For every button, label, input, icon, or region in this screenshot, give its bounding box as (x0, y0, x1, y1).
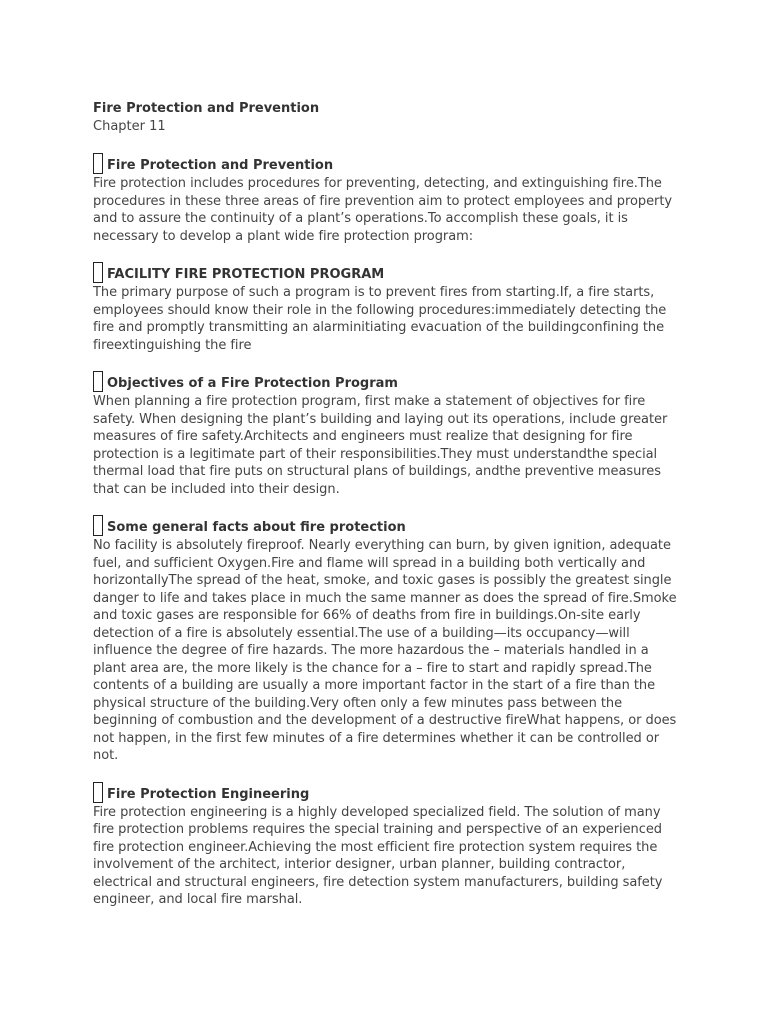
section-heading-text: Objectives of a Fire Protection Program (107, 376, 398, 391)
section-heading-text: Fire Protection Engineering (107, 786, 310, 802)
section-heading (93, 259, 683, 283)
document-title: Fire Protection and Prevention (93, 101, 320, 116)
section-heading-text: Fire Protection and Prevention (107, 158, 334, 173)
section-heading (93, 368, 683, 392)
section-heading (93, 150, 683, 174)
section-facility-program (93, 259, 683, 354)
missing-glyph-icon (93, 515, 103, 536)
document-subtitle: Chapter 11 (93, 119, 166, 134)
section-intro (93, 150, 683, 245)
section-objectives (93, 368, 683, 498)
section-heading (93, 779, 683, 803)
section-engineering (93, 779, 683, 909)
document-page (93, 100, 683, 909)
section-heading (93, 512, 683, 536)
missing-glyph-icon (93, 262, 103, 283)
section-heading-text: FACILITY FIRE PROTECTION PROGRAM (107, 267, 385, 282)
missing-glyph-icon (93, 371, 103, 392)
missing-glyph-icon (93, 782, 103, 803)
section-body: The primary purpose of such a program is to prevent fires from starting.If, a fire starts, employees should know their role in the following procedures:immediately detecting the fire and promptly transmitting an alarminitiating evacuation of the buildingconfining the fireextinguishing the fire (93, 285, 667, 353)
section-general-facts (93, 512, 683, 765)
section-heading-text: Some general facts about fire protection (107, 520, 406, 535)
section-body: Fire protection engineering is a highly developed specialized field. The solution of many fire protection problems requires the special training and perspective of an experienced fire protection engineer.Achieving the most efficient fire protection system requires the involvement of the architect, interior designer, urban planner, building contractor, electrical and structural engineers, fire detection system manufacturers, building safety engineer, and local fire marshal. (93, 804, 663, 907)
section-body: Fire protection includes procedures for preventing, detecting, and extinguishing fire.The procedures in these three areas of fire prevention aim to protect employees and property and to assure the continuity of a plant’s operations.To accomplish these goals, it is necessary to develop a plant wide fire protection program: (93, 176, 673, 244)
section-body: No facility is absolutely fireproof. Nearly everything can burn, by given ignition, adequate fuel, and sufficient Oxygen.Fire and flame will spread in a building both vertically and horizontallyThe spread of the heat, smoke, and toxic gases is possibly the greatest single danger to life and takes place in much the same manner as does the spread of fire.Smoke and toxic gases are responsible for 66% of deaths from fire in buildings.On-site early detection of a fire is absolutely essential.The use of a building—its occupancy—will influence the degree of fire hazards. The more hazardous the – materials handled in a plant area are, the more likely is the chance for a – fire to start and rapidly spread.The contents of a building are usually a more important factor in the start of a fire than the physical structure of the building.Very often only a few minutes pass between the beginning of combustion and the development of a destructive fireWhat happens, or does not happen, in the first few minutes of a fire determines whether it can be controlled or not. (93, 538, 677, 763)
section-body: When planning a fire protection program, first make a statement of objectives for fire safety. When designing the plant’s building and laying out its operations, include greater measures of fire safety.Architects and engineers must realize that designing for fire protection is a legitimate part of their responsibilities.They must understandthe special thermal load that fire puts on structural plans of buildings, andthe preventive measures that can be included into their design. (93, 394, 668, 497)
missing-glyph-icon (93, 153, 103, 174)
